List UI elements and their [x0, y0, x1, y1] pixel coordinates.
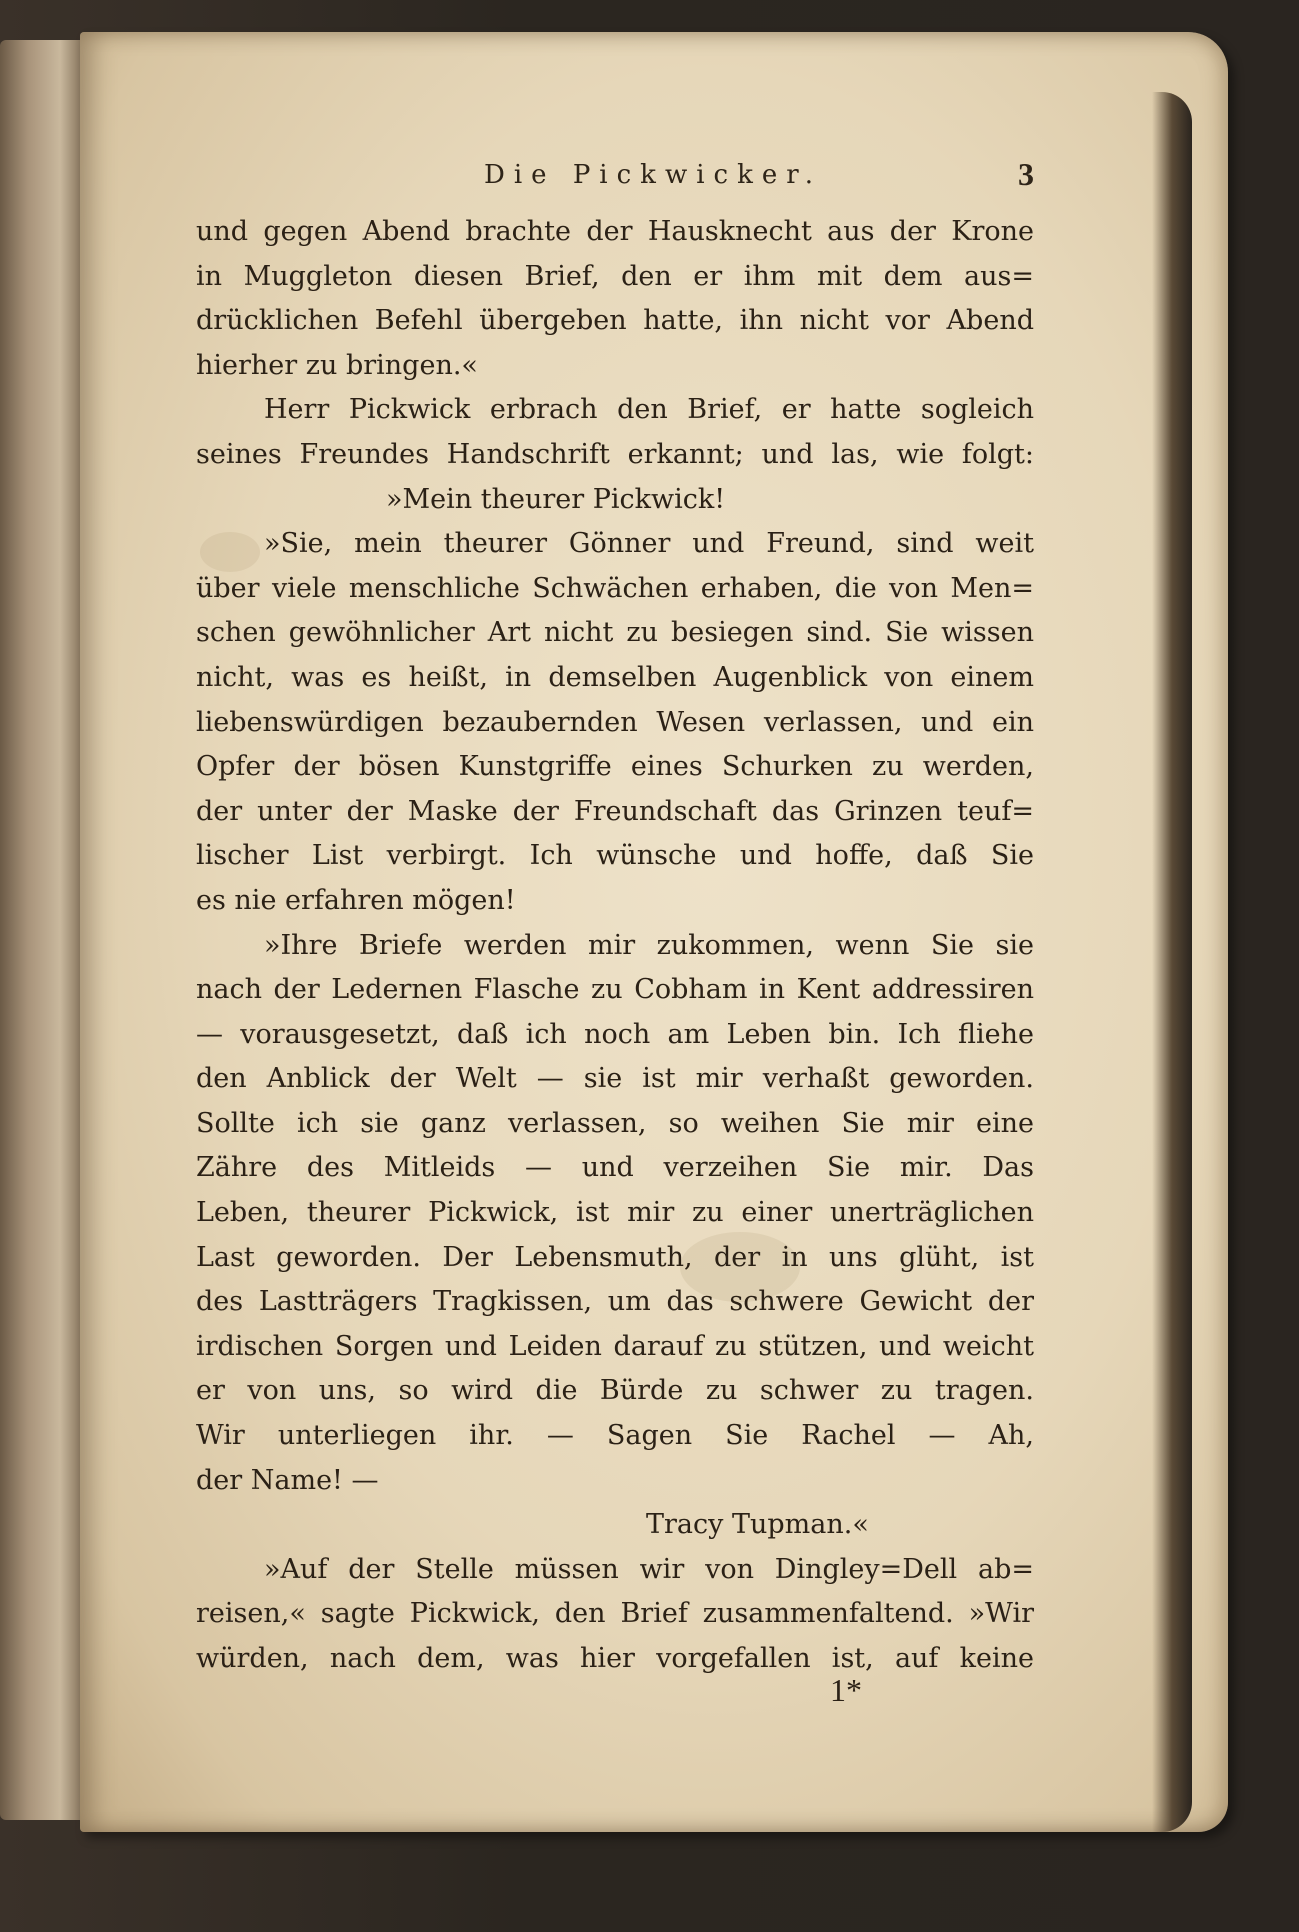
text-line: der Name! — [196, 1464, 379, 1496]
text-line: über viele menschliche Schwächen erhaben, die von Men= [196, 572, 1034, 604]
text-line: Sollte ich sie ganz verlassen, so weihen Sie mir eine [196, 1107, 1034, 1139]
text-line: in Muggleton diesen Brief, den er ihm mit dem aus= [196, 260, 1034, 292]
text-line: nach der Ledernen Flasche zu Cobham in Kent addressiren [196, 974, 1034, 1006]
text-line: — vorausgesetzt, daß ich noch am Leben bin. Ich fliehe [196, 1018, 1034, 1050]
page-number: 3 [1018, 156, 1034, 192]
text-line: des Lastträgers Tragkissen, um das schwere Gewicht der [196, 1286, 1034, 1318]
printer-signature-mark: 1* [830, 1672, 862, 1708]
text-line: Last geworden. Der Lebensmuth, der in uns glüht, ist [196, 1241, 1034, 1273]
text-line: es nie erfahren mögen! [196, 884, 516, 916]
text-line: würden, nach dem, was hier vorgefallen ist, auf keine [196, 1643, 1034, 1674]
text-line: Leben, theurer Pickwick, ist mir zu einer unerträglichen [196, 1197, 1034, 1229]
letter-salutation: »Mein theurer Pickwick! [386, 483, 726, 515]
body-text [196, 210, 1034, 1682]
text-line: liebenswürdigen bezaubernden Wesen verlassen, und ein [196, 706, 1034, 738]
text-line: reisen,« sagte Pickwick, den Brief zusammenfaltend. »Wir [196, 1598, 1034, 1630]
page-header [194, 156, 1034, 200]
text-line: »Ihre Briefe werden mir zukommen, wenn Sie sie [264, 929, 1034, 961]
text-line: der unter der Maske der Freundschaft das Grinzen teuf= [196, 795, 1034, 827]
running-title: Die Pickwicker. [484, 160, 823, 190]
letter-signature: Tracy Tupman.« [646, 1509, 869, 1541]
text-line: und gegen Abend brachte der Hausknecht aus der Krone [196, 216, 1034, 247]
text-line: lischer List verbirgt. Ich wünsche und hoffe, daß Sie [196, 840, 1034, 872]
previous-page-edge [0, 40, 80, 1820]
text-line: Opfer der bösen Kunstgriffe eines Schurken zu werden, [196, 751, 1034, 783]
text-line: drücklichen Befehl übergeben hatte, ihn nicht vor Abend [196, 305, 1034, 337]
text-line: den Anblick der Welt — sie ist mir verhaßt geworden. [196, 1063, 1034, 1095]
text-line: seines Freundes Handschrift erkannt; und las, wie folgt: [196, 438, 1034, 470]
text-line: schen gewöhnlicher Art nicht zu besiegen sind. Sie wissen [196, 617, 1034, 649]
text-line: nicht, was es heißt, in demselben Augenblick von einem [196, 661, 1034, 693]
text-line: »Sie, mein theurer Gönner und Freund, sind weit [264, 528, 1034, 560]
page-fore-edge [1152, 92, 1192, 1832]
text-line: irdischen Sorgen und Leiden darauf zu stützen, und weicht [196, 1330, 1034, 1362]
text-line: er von uns, so wird die Bürde zu schwer zu tragen. [196, 1375, 1034, 1407]
text-line: »Auf der Stelle müssen wir von Dingley=Dell ab= [264, 1553, 1034, 1585]
text-line: hierher zu bringen.« [196, 349, 478, 381]
text-line: Zähre des Mitleids — und verzeihen Sie mir. Das [196, 1152, 1034, 1184]
text-line: Wir unterliegen ihr. — Sagen Sie Rachel — Ah, [196, 1420, 1034, 1452]
text-line: Herr Pickwick erbrach den Brief, er hatte sogleich [264, 394, 1034, 426]
